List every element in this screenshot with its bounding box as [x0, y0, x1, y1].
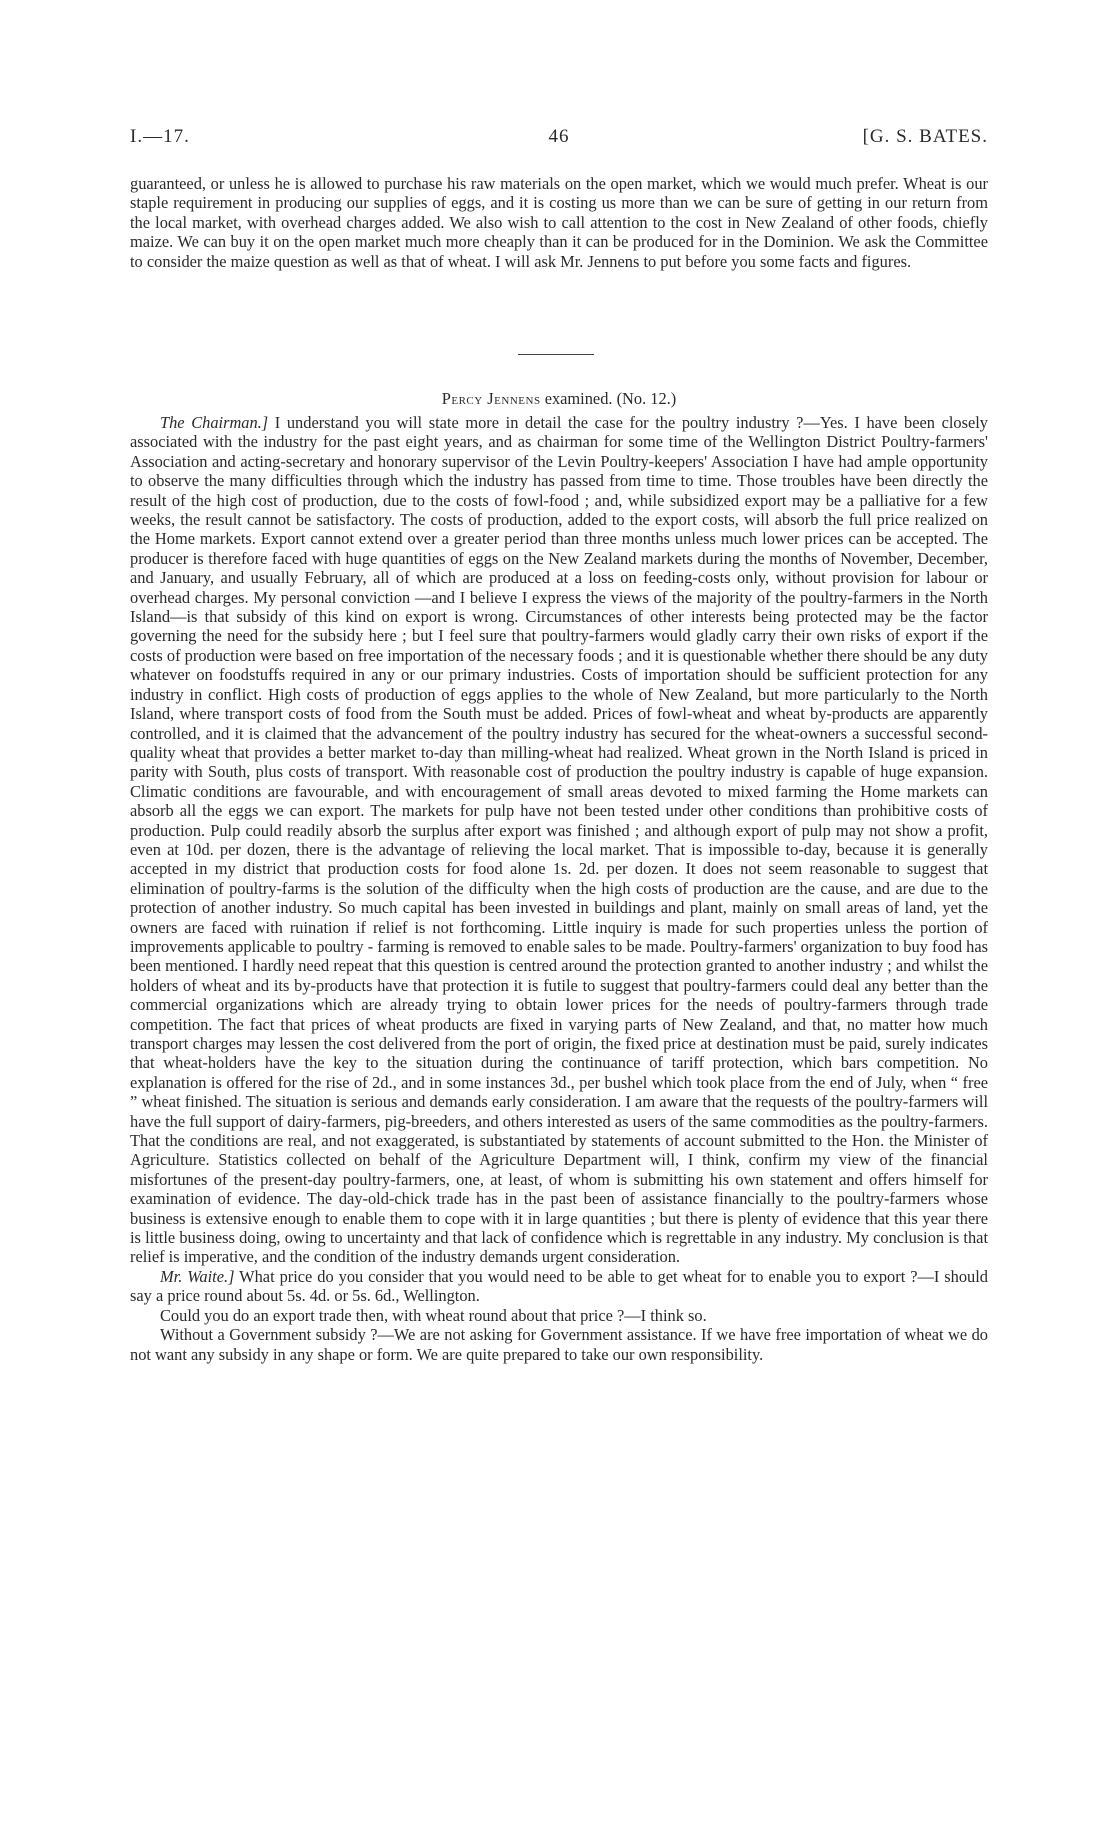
- continuation-paragraph: guaranteed, or unless he is allowed to purchase his raw materials on the open market, which we would much prefer. Wheat is our staple requirement in producing our supplies of eggs, and it is costing us more than we can be sure of getting in our return from the local market, with overhead charges added. We also wish to call attention to the cost in New Zealand of other foods, chiefly maize. We can buy it on the open market much more cheaply than it can be produced for in the Dominion. We ask the Committee to consider the maize question as well as that of wheat. I will ask Mr. Jennens to put before you some facts and figures.: [130, 174, 988, 271]
- report-reference: I.—17.: [130, 126, 190, 147]
- testimony-paragraph-subsidy: [130, 1325, 988, 1364]
- testimony-text: I understand you will state more in detail the case for the poultry industry ?—Yes. I have been closely associated with the industry for the past eight years, and as chairman for some time of the Wellington District Poultry-farmers' Association and acting-secretary and honorary supervisor of the Levin Poultry-keepers' Association I have had ample opportunity to observe the many difficulties through which the industry has passed from time to time. Those troubles have been directly the result of the high cost of production, due to the costs of fowl-food ; and, while subsidized export may be a palliative for a few weeks, the result cannot be satisfactory. The costs of production, added to the export costs, will absorb the full price realized on the Home markets. Export cannot extend over a greater period than three months unless much lower prices can be accepted. The producer is therefore faced with huge quantities of eggs on the New Zealand markets during the months of November, December, and January, and usually February, all of which are produced at a loss on feeding-costs only, without provision for labour or overhead charges. My personal conviction —and I believe I express the views of the majority of the poultry-farmers in the North Island—is that subsidy of this kind on export is wrong. Circumstances of other interests being protected may be the factor governing the need for the subsidy here ; but I feel sure that poultry-farmers would gladly carry their own risks of export if the costs of production were based on free importation of the necessary foods ; and it is questionable whether there should be any duty whatever on foodstuffs required in any or our primary industries. Costs of importation should be sufficient protection for any industry in conflict. High costs of production of eggs applies to the whole of New Zealand, but more particularly to the North Island, where transport costs of food from the South must be added. Prices of fowl-wheat and wheat by-products are apparently controlled, and it is claimed that the advancement of the poultry industry has secured for the wheat-owners a successful second-quality wheat that provides a better market to-day than milling-wheat had realized. Wheat grown in the North Island is priced in parity with South, plus costs of transport. With reasonable cost of production the poultry industry is capable of huge expansion. Climatic conditions are favourable, and with encouragement of small areas devoted to mixed farming the Home markets can absorb all the eggs we can export. The markets for pulp have not been tested under other conditions than prohibitive costs of production. Pulp could readily absorb the surplus after export was finished ; and although export of pulp may not show a profit, even at 10d. per dozen, there is the advantage of relieving the local market. That is impossible to-day, because it is generally accepted in my district that production costs for food alone 1s. 2d. per dozen. It does not seem reasonable to suggest that elimination of poultry-farms is the solution of the difficulty when the high costs of production are the cause, and are due to the protection of another industry. So much capital has been invested in buildings and plant, mainly on small areas of land, yet the owners are faced with ruination if relief is not forthcoming. Little inquiry is made for such properties unless the portion of improvements applicable to poultry - farming is removed to enable sales to be made. Poultry-farmers' organization to buy food has been mentioned. I hardly need repeat that this question is centred around the protection granted to another industry ; and whilst the holders of wheat and its by-products have that protection it is futile to suggest that poultry-farmers could deal any better than the commercial organizations which are already trying to obtain lower prices for the needs of poultry-farmers through trade competition. The fact that prices of wheat products are fixed in varying parts of New Zealand, and that, no matter how much transport charges may lessen the cost delivered from the port of origin, the fixed price at destination must be paid, surely indicates that wheat-holders have the key to the situation during the continuance of tariff protection, which bars competition. No explanation is offered for the rise of 2d., and in some instances 3d., per bushel which took place from the end of July, when “ free ” wheat finished. The situation is serious and demands early consideration. I am aware that the requests of the poultry-farmers will have the full support of dairy-farmers, pig-breeders, and others interested as users of the same commodities as the poultry-farmers. That the conditions are real, and not exaggerated, is substantiated by statements of account submitted to the Hon. the Minister of Agriculture. Statistics collected on behalf of the Agriculture Department will, I think, confirm my view of the financial misfortunes of the present-day poultry-farmers, one, at least, of whom is submitting his own statement and offers himself for examination of evidence. The day-old-chick trade has in the past been of assistance financially to the poultry-farmers whose business is extensive enough to enable them to cope with it in large quantities ; but there is plenty of evidence that this year there is little business doing, owing to uncertainty and that lack of confidence which is regrettable in any industry. My conclusion is that relief is imperative, and the condition of the industry demands urgent consideration.: [130, 413, 988, 1267]
- speaker-label: The Chairman.]: [160, 413, 269, 432]
- section-divider: [518, 354, 594, 355]
- page-number: 46: [548, 126, 570, 147]
- running-header: [130, 126, 988, 154]
- testimony-text: Without a Government subsidy ?—We are not asking for Government assistance. If we have free importation of wheat we do not want any subsidy in any shape or form. We are quite prepared to take our own responsibility.: [130, 1325, 988, 1364]
- testimony-body: [130, 413, 988, 1364]
- testimony-text: What price do you consider that you would need to be able to get wheat for to enable you to export ?—I should say a price round about 5s. 4d. or 5s. 6d., Wellington.: [130, 1266, 988, 1306]
- witness-heading-suffix: examined. (No. 12.): [544, 389, 677, 408]
- witness-heading: [130, 389, 988, 409]
- testimony-paragraph-chairman: [130, 413, 988, 1267]
- witness-reference: [G. S. BATES.: [862, 126, 988, 147]
- speaker-label: Mr. Waite.]: [160, 1266, 235, 1286]
- testimony-paragraph-waite: [130, 1267, 988, 1306]
- testimony-text: Could you do an export trade then, with wheat round about that price ?—I think so.: [160, 1305, 707, 1325]
- testimony-paragraph-export-trade: [130, 1306, 988, 1325]
- witness-name: Percy Jennens: [441, 389, 541, 408]
